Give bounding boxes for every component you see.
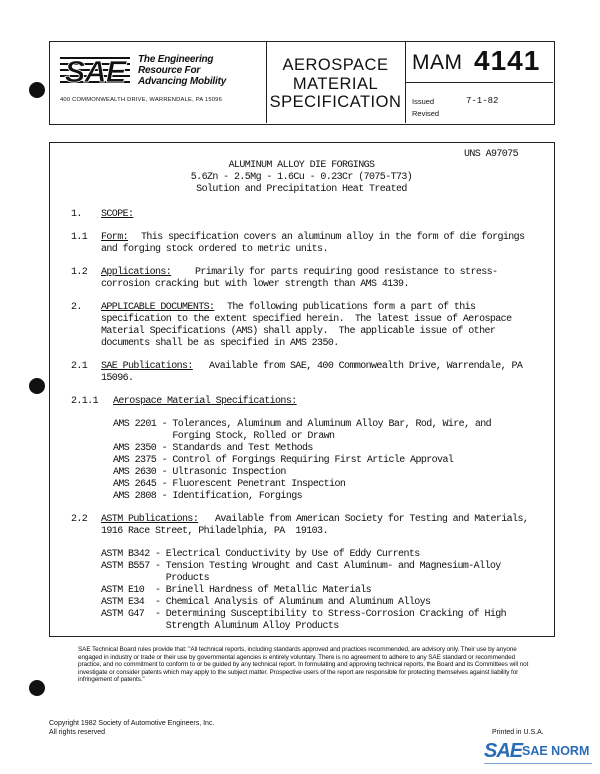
title-line-2: MATERIAL bbox=[292, 74, 379, 93]
issued-label: Issued bbox=[412, 97, 435, 106]
printed-in: Printed in U.S.A. bbox=[492, 729, 544, 736]
section-2-1-1-title: Aerospace Material Specifications: bbox=[113, 396, 297, 407]
title-line-3: SPECIFICATION bbox=[269, 93, 402, 111]
section-2-1-1-number: 2.1.1 bbox=[71, 396, 99, 407]
ams-list-item: AMS 2808 - Identification, Forgings bbox=[113, 491, 303, 502]
document-header bbox=[49, 41, 555, 125]
astm-list-item: Strength Aluminum Alloy Products bbox=[101, 621, 339, 632]
ams-list-item: AMS 2201 - Tolerances, Aluminum and Aluminum Alloy Bar, Rod, Wire, and bbox=[113, 419, 492, 430]
section-1-2-text-line-1: Primarily for parts requiring good resistance to stress- bbox=[195, 267, 498, 278]
section-2-2-text-line-2: 1916 Race Street, Philadelphia, PA 19103. bbox=[101, 526, 328, 537]
section-2-1-text-line-1: Available from SAE, 400 Commonwealth Drive, Warrendale, PA bbox=[209, 361, 523, 372]
ams-list-item: AMS 2375 - Control of Forgings Requiring First Article Approval bbox=[113, 455, 454, 466]
section-2-text-line-3: Material Specifications (AMS) shall apply. The applicable issue of other bbox=[101, 326, 496, 337]
sae-address: 400 COMMONWEALTH DRIVE, WARRENDALE, PA 15096 bbox=[60, 97, 223, 103]
astm-list-item: ASTM B342 - Electrical Conductivity by Use of Eddy Currents bbox=[101, 549, 420, 560]
section-2-2-text-line-1: Available from American Society for Testing and Materials, bbox=[215, 514, 529, 525]
uns-number: UNS A97075 bbox=[464, 149, 519, 160]
section-1-1-number: 1.1 bbox=[71, 232, 88, 243]
doc-number: 4141 bbox=[474, 45, 541, 76]
ams-list-item: Forging Stock, Rolled or Drawn bbox=[113, 431, 335, 442]
sae-norm-watermark bbox=[484, 740, 594, 770]
title-line-1: AEROSPACE bbox=[282, 56, 389, 74]
tagline-line-2: Resource For bbox=[138, 65, 201, 76]
section-1-2-text-line-2: corrosion cracking but with lower strength than AMS 4139. bbox=[101, 279, 409, 290]
sae-technical-board-notice: SAE Technical Board rules provide that: "All technical reports, including standards approved and practices recommended, are advisory only. Their use by anyone engaged in industry or trade or their use by governmental agencies is entirely voluntary. There is no agreement to adhere to any SAE standard or recommended practice, and no commitment to conform to or be guided by any technical report. In formulating and approving technical reports, the Board and its Committees will not investigate or consider patents which may apply to the subject matter. Prospective users of the report are responsible for protecting themselves against liability for infringement of patents." bbox=[78, 646, 529, 684]
tagline-line-1: The Engineering bbox=[138, 54, 214, 65]
document-type-title bbox=[266, 42, 406, 123]
section-2-1-text-line-2: 15096. bbox=[101, 373, 134, 384]
stamp-underline bbox=[484, 763, 592, 768]
sae-logo bbox=[60, 55, 130, 85]
sae-tagline bbox=[138, 54, 226, 87]
astm-list-item: ASTM G47 - Determining Susceptibility to Stress-Corrosion Cracking of High bbox=[101, 609, 507, 620]
issued-date: 7-1-82 bbox=[466, 96, 499, 106]
specification-body bbox=[49, 142, 555, 637]
section-1-2-title: Applications: bbox=[101, 267, 172, 278]
section-1-1-text-line-2: and forging stock ordered to metric units. bbox=[101, 244, 328, 255]
section-2-1-title: SAE Publications: bbox=[101, 361, 193, 372]
ams-list-item: AMS 2645 - Fluorescent Penetrant Inspection bbox=[113, 479, 346, 490]
copyright-text: Copyright 1982 Society of Automotive Engineers, Inc. bbox=[49, 720, 215, 727]
astm-list-item: ASTM E34 - Chemical Analysis of Aluminum and Aluminum Alloys bbox=[101, 597, 431, 608]
punch-hole-top bbox=[29, 82, 45, 98]
section-1-1-title: Form: bbox=[101, 232, 129, 243]
section-2-text-line-2: specification to the extent specified herein. The latest issue of Aerospace bbox=[101, 314, 512, 325]
section-1-number: 1. bbox=[71, 209, 82, 220]
astm-list-item: ASTM B557 - Tension Testing Wrought and Cast Aluminum- and Magnesium-Alloy bbox=[101, 561, 501, 572]
doc-prefix: MAM bbox=[412, 51, 463, 74]
spec-title: ALUMINUM ALLOY DIE FORGINGS bbox=[228, 160, 375, 171]
spec-treatment: Solution and Precipitation Heat Treated bbox=[196, 184, 407, 195]
section-2-number: 2. bbox=[71, 302, 82, 313]
copyright-block bbox=[49, 719, 214, 737]
svg-text:SAE: SAE bbox=[64, 55, 126, 85]
section-2-2-number: 2.2 bbox=[71, 514, 88, 525]
section-1-1-text-line-1: This specification covers an aluminum alloy in the form of die forgings bbox=[141, 232, 525, 243]
astm-list-item: Products bbox=[101, 573, 210, 584]
section-2-title: APPLICABLE DOCUMENTS: bbox=[101, 302, 215, 313]
revised-label: Revised bbox=[412, 109, 440, 118]
document-id-block bbox=[406, 42, 553, 123]
section-2-text-line-4: documents shall be as specified in AMS 2350. bbox=[101, 338, 339, 349]
section-2-2-title: ASTM Publications: bbox=[101, 514, 199, 525]
spec-composition: 5.6Zn - 2.5Mg - 1.6Cu - 0.23Cr (7075-T73) bbox=[190, 172, 413, 183]
ams-list-item: AMS 2630 - Ultrasonic Inspection bbox=[113, 467, 286, 478]
document-number bbox=[406, 42, 553, 83]
section-2-1-number: 2.1 bbox=[71, 361, 88, 372]
ams-list-item: AMS 2350 - Standards and Test Methods bbox=[113, 443, 313, 454]
punch-hole-bottom bbox=[29, 680, 45, 696]
tagline-line-3: Advancing Mobility bbox=[138, 76, 227, 87]
rights-text: All rights reserved bbox=[49, 729, 106, 736]
astm-list-item: ASTM E10 - Brinell Hardness of Metallic Materials bbox=[101, 585, 372, 596]
punch-hole-middle bbox=[29, 378, 45, 394]
stamp-sae: SAE bbox=[484, 740, 523, 762]
section-2-text-line-1: The following publications form a part of this bbox=[227, 302, 476, 313]
section-1-title: SCOPE: bbox=[101, 209, 134, 220]
sae-branding bbox=[50, 42, 267, 123]
stamp-norm: SAE NORM bbox=[522, 744, 590, 758]
section-1-2-number: 1.2 bbox=[71, 267, 88, 278]
